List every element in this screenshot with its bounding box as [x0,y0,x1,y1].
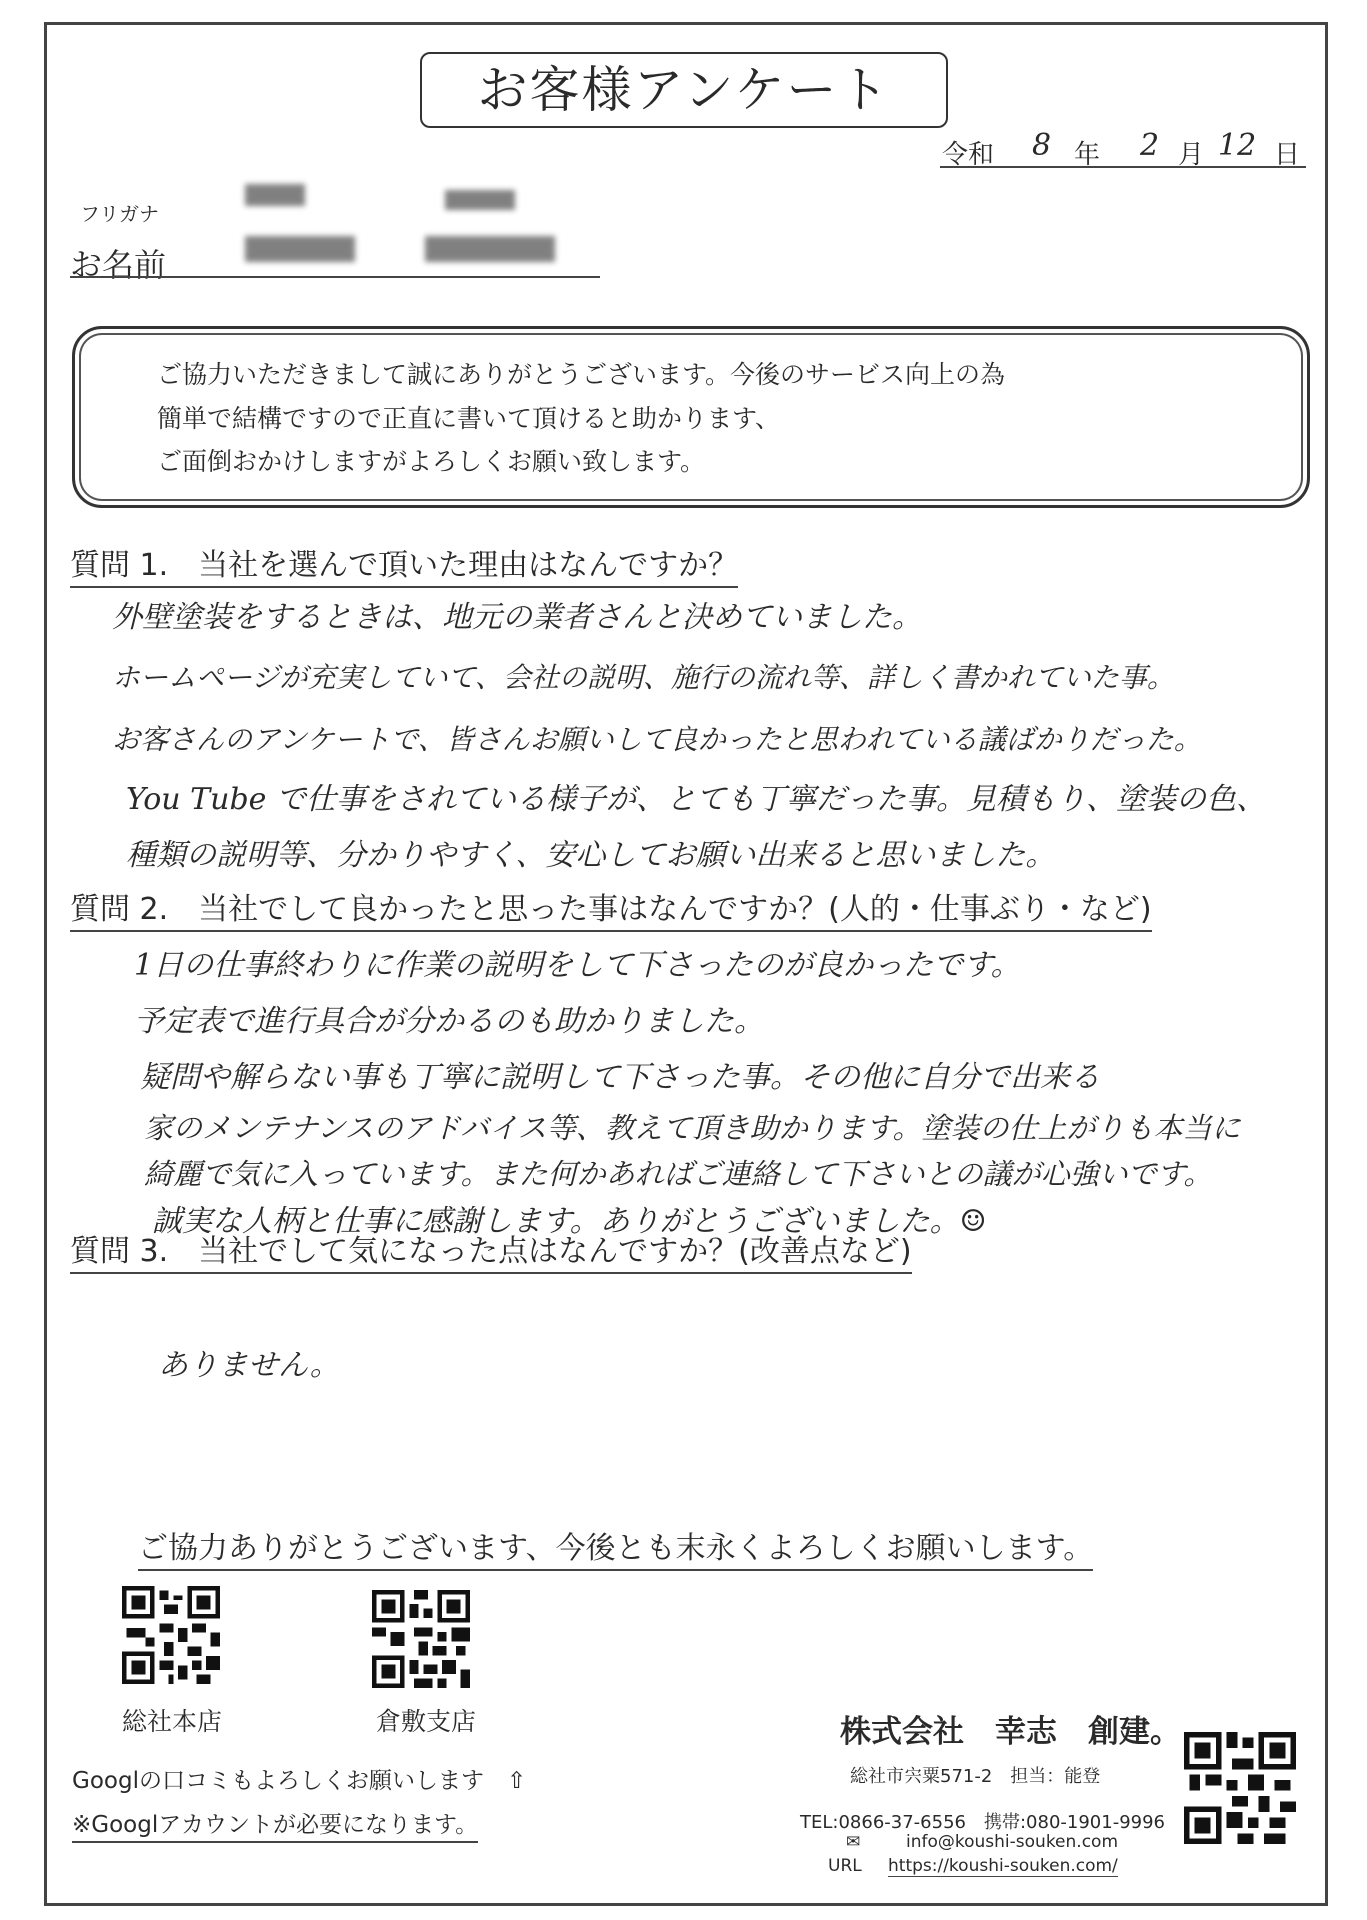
answer-2-line: 誠実な人柄と仕事に感謝します。ありがとうございました。☺ [152,1204,987,1239]
notice-line: ご協力いただきまして誠にありがとうございます。今後のサービス向上の為 [157,360,1006,389]
qr-icon [122,1586,220,1684]
redacted-furigana-2 [445,190,515,210]
date-year-unit: 年 [1074,140,1101,170]
answer-1-line: You Tube で仕事をされている様子が、とても丁寧だった事。見積もり、塗装の色、 [126,782,1266,817]
date-day: 12 [1218,128,1257,163]
answer-2-line: 1日の仕事終わりに作業の説明をして下さったのが良かったです。 [134,948,1021,983]
qr-icon [372,1590,470,1688]
company-email[interactable]: info@koushi-souken.com [906,1832,1119,1852]
qr-code-kurashiki[interactable] [372,1590,470,1688]
answer-1-line: ホームページが充実していて、会社の説明、施行の流れ等、詳しく書かれていた事。 [112,661,1175,694]
company-url[interactable]: https://koushi-souken.com/ [888,1856,1118,1876]
answer-1-line: お客さんのアンケートで、皆さんお願いして良かったと思われている議ばかりだった。 [112,723,1202,756]
redacted-furigana [245,184,305,206]
question-3-label: 質問 3. 当社でして気になった点はなんですか？(改善点など) [70,1226,912,1274]
answer-3-line: ありません。 [158,1348,340,1383]
furigana-label: フリガナ [80,202,159,226]
notice-box [72,326,1310,508]
url-label: URL [828,1856,862,1876]
answer-1-line: 外壁塗装をするときは、地元の業者さんと決めていました。 [112,600,922,635]
question-1-label: 質問 1. 当社を選んで頂いた理由はなんですか？ [70,540,738,588]
answer-2-line: 家のメンテナンスのアドバイス等、教えて頂き助かります。塗装の仕上がりも本当に [144,1111,1241,1145]
name-underline [70,276,600,278]
question-2-label: 質問 2. 当社でして良かったと思った事はなんですか？(人的・仕事ぶり・など) [70,884,1152,932]
company-address: 総社市宍粟571-2 担当：能登 [850,1766,1101,1787]
answer-1-line: 種類の説明等、分かりやすく、安心してお願い出来ると思いました。 [126,838,1056,873]
company-tel: TEL:0866-37-6556 携帯:080-1901-9996 [800,1812,1166,1833]
date-month-unit: 月 [1178,140,1205,170]
qr-icon [1184,1732,1296,1844]
qr-label-honten: 総社本店 [122,1707,223,1736]
closing-message: ご協力ありがとうございます、今後とも末永くよろしくお願いします。 [138,1523,1093,1571]
date-day-unit: 日 [1274,140,1301,170]
notice-line: ご面倒おかけしますがよろしくお願い致します。 [157,447,706,476]
answer-2-line: 綺麗で気に入っています。また何かあればご連絡して下さいとの議が心強いです。 [144,1157,1213,1191]
qr-code-honten[interactable] [122,1586,220,1684]
answer-2-line: 予定表で進行具合が分かるのも助かりました。 [134,1004,764,1039]
date-era: 令和 [942,140,995,170]
qr-code-website[interactable] [1184,1732,1296,1844]
page-title: お客様アンケート [420,52,948,128]
redacted-name-2 [425,236,555,262]
date-year: 8 [1032,128,1052,163]
redacted-name [245,236,355,262]
name-label: お名前 [70,246,167,284]
envelope-icon: ✉ [846,1832,861,1852]
date-month: 2 [1140,128,1160,163]
company-name: 株式会社 幸志 創建。 [840,1714,1181,1750]
answer-2-line: 疑問や解らない事も丁寧に説明して下さった事。その他に自分で出来る [140,1060,1100,1095]
date-row [940,128,1306,170]
notice-line: 簡単で結構ですので正直に書いて頂けると助かります、 [157,404,781,433]
qr-label-kurashiki: 倉敷支店 [376,1707,477,1736]
google-review-text: Googlの口コミもよろしくお願いします ⇧ [72,1768,527,1794]
google-account-note: ※Googlアカウントが必要になります。 [72,1806,478,1843]
